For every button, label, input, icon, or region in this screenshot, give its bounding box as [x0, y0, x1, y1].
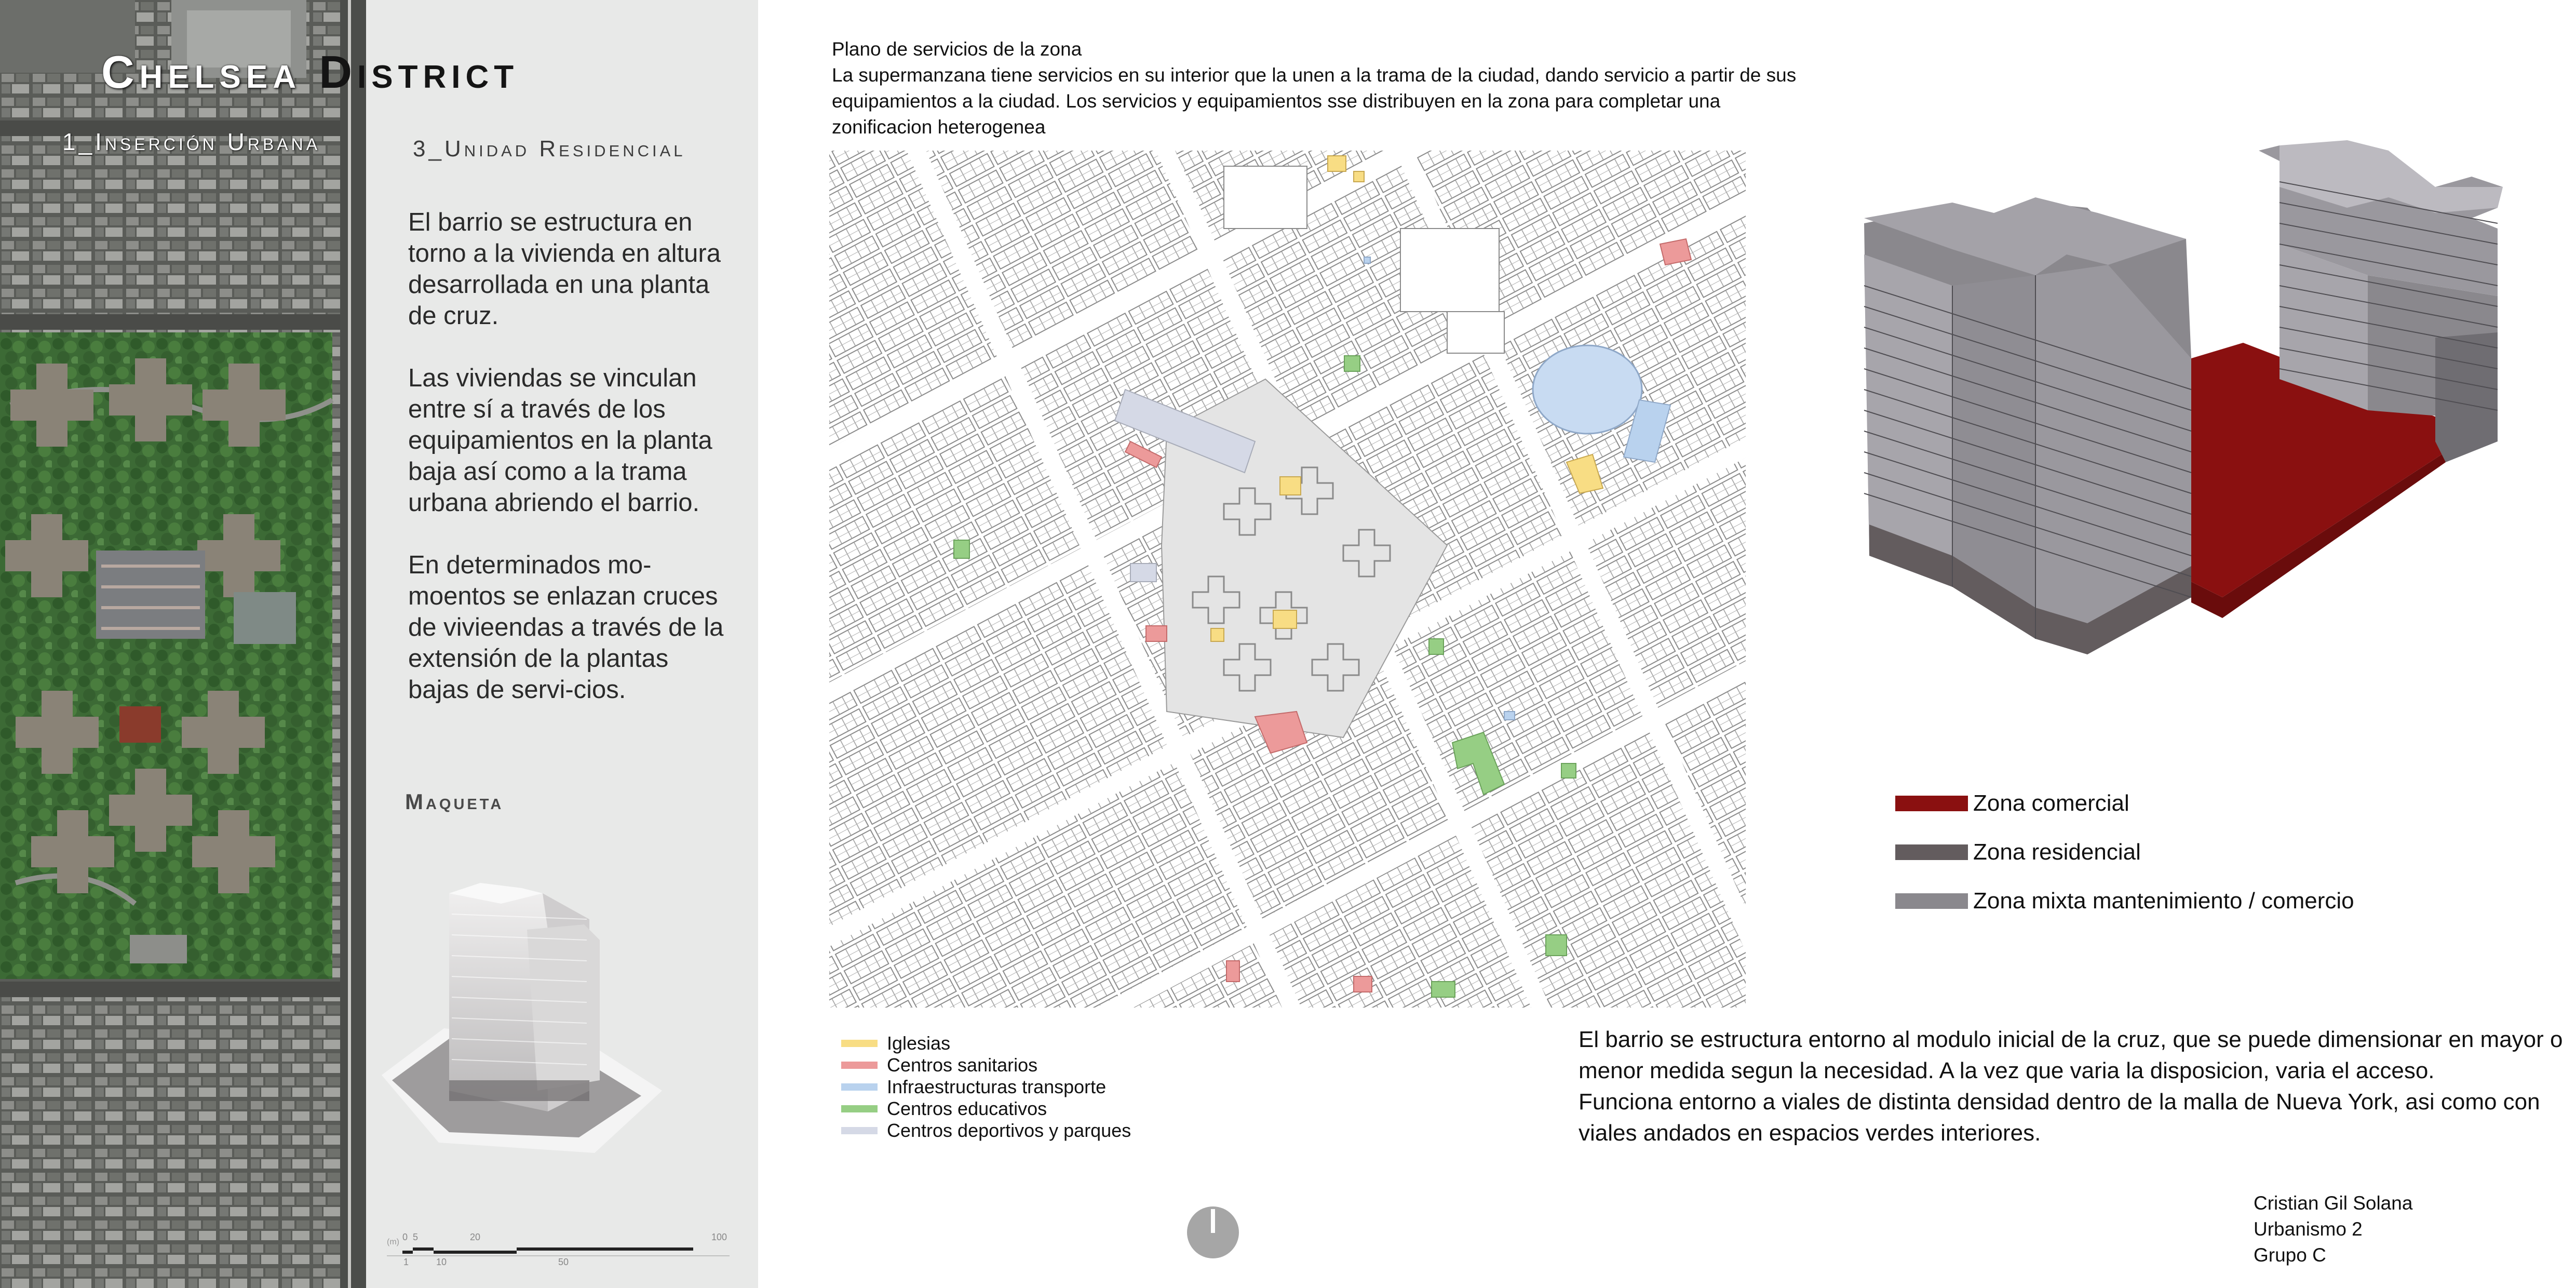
north-arrow-icon: [1185, 1205, 1240, 1260]
scale-bar: [387, 1226, 730, 1267]
design-description: [1579, 1024, 2565, 1149]
services-map: [829, 151, 1746, 1008]
model-photo: [371, 873, 735, 1163]
zone-swatch: [1895, 844, 1968, 860]
scale-tick: 100: [711, 1232, 727, 1242]
building-axonometric: [1849, 130, 2518, 722]
legend-item-sanitarios: [841, 1054, 1231, 1076]
scale-tick: 0: [402, 1232, 408, 1242]
zone-item-residencial: [1895, 828, 2415, 877]
section-unidad-residencial: 3_Unidad Residencial: [413, 136, 686, 162]
zone-label: Zona residencial: [1973, 839, 2141, 865]
title-word-chelsea: Chelsea: [101, 46, 302, 98]
description-paragraph: Funciona entorno a viales de distinta densidad dentro de la malla de Nueva York, asi como con viales andados en espacios verdes interiores.: [1579, 1089, 2540, 1146]
legend-swatch: [841, 1040, 878, 1047]
scale-unit: (m): [387, 1238, 399, 1246]
zone-label: Zona mixta mantenimiento / comercio: [1973, 888, 2354, 914]
scale-tick: 50: [558, 1257, 569, 1267]
aerial-photo: [0, 0, 366, 1288]
zone-item-comercial: [1895, 779, 2415, 828]
legend-label: Centros sanitarios: [887, 1054, 1038, 1076]
panel-paragraph: El barrio se estructura en torno a la vivienda en altura desarrollada en una planta de cruz.: [408, 208, 721, 330]
legend-label: Iglesias: [887, 1032, 951, 1054]
page-title: [101, 46, 519, 99]
zone-item-mixta: [1895, 877, 2415, 925]
zone-legend: [1895, 779, 2415, 925]
credits: [2254, 1190, 2412, 1268]
panel-paragraph: Las viviendas se vinculan entre sí a través de los equipamientos en la planta baja así como a la trama urbana abriendo el barrio.: [408, 364, 712, 517]
panel-description: [408, 207, 730, 736]
map-legend: [841, 1032, 1231, 1142]
author-name: Cristian Gil Solana: [2254, 1192, 2413, 1214]
maqueta-label: Maqueta: [405, 789, 504, 814]
panel-paragraph: En determinados mo-moentos se enlazan cruces de vivieendas a través de la extensión de la plantas bajas de servi-cios.: [408, 551, 724, 704]
course-name: Urbanismo 2: [2254, 1218, 2363, 1240]
zone-label: Zona comercial: [1973, 790, 2129, 816]
scale-tick: 10: [436, 1257, 447, 1267]
map-description: La supermanzana tiene servicios en su interior que la unen a la trama de la ciudad, dando servicio a partir de sus equipamientos a la ciudad. Los servicios y equipamientos sse distribuyen en la zona para completar una zonificacion heterogenea: [832, 64, 1797, 138]
legend-label: Infraestructuras transporte: [887, 1076, 1107, 1097]
zone-swatch: [1895, 893, 1968, 909]
description-paragraph: El barrio se estructura entorno al modulo inicial de la cruz, que se puede dimensionar en mayor o menor medida segun la necesidad. A la vez que varia la disposicion, varia el acceso.: [1579, 1027, 2563, 1083]
legend-swatch: [841, 1127, 878, 1134]
legend-label: Centros educativos: [887, 1098, 1047, 1119]
scale-tick: 5: [413, 1232, 419, 1242]
section-insercion-urbana: 1_Inserción Urbana: [62, 128, 321, 155]
legend-item-iglesias: [841, 1032, 1231, 1054]
group-name: Grupo C: [2254, 1244, 2326, 1266]
title-word-district: District: [319, 46, 519, 98]
map-heading: [832, 36, 1818, 140]
legend-swatch: [841, 1105, 878, 1112]
map-title: Plano de servicios de la zona: [832, 38, 1082, 60]
legend-swatch: [841, 1083, 878, 1091]
legend-item-transporte: [841, 1076, 1231, 1098]
legend-item-educativos: [841, 1098, 1231, 1120]
zone-swatch: [1895, 796, 1968, 811]
scale-tick: 20: [470, 1232, 481, 1242]
scale-tick: 1: [403, 1257, 409, 1267]
legend-item-deportivos: [841, 1120, 1231, 1142]
legend-label: Centros deportivos y parques: [887, 1120, 1131, 1141]
legend-swatch: [841, 1062, 878, 1069]
